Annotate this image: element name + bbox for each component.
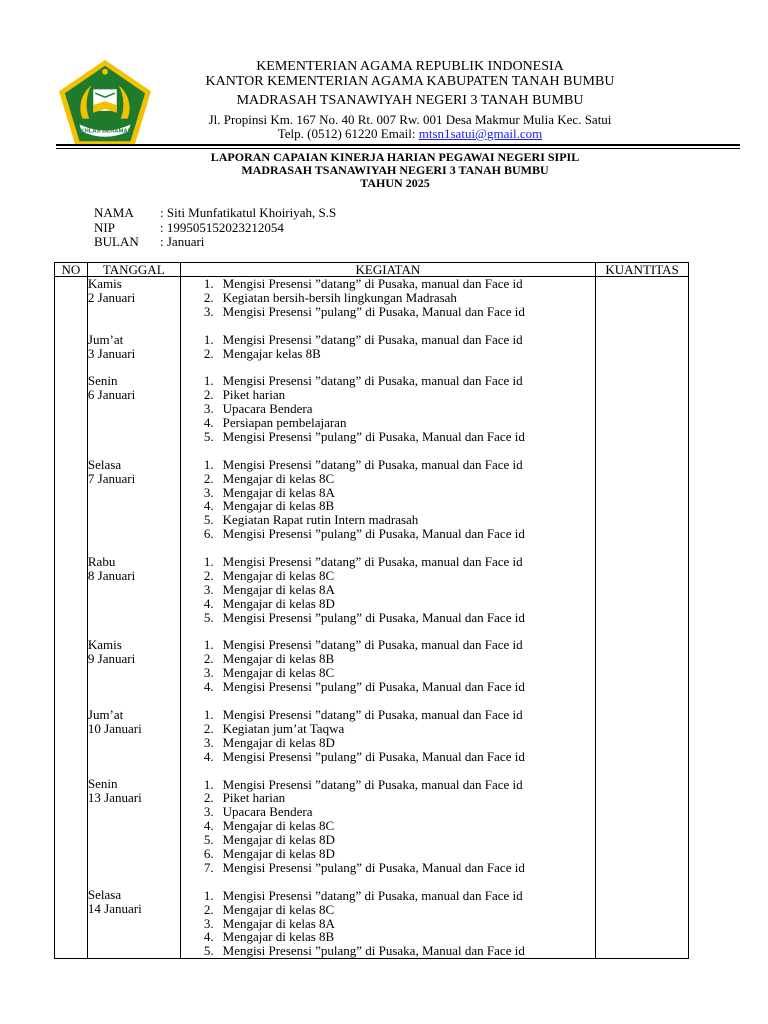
activity-list [181, 889, 596, 959]
list-item-text: Mengajar di kelas 8A [222, 581, 335, 597]
list-item-text: Mengisi Presensi ”datang” di Pusaka, manual dan Face id [222, 637, 523, 653]
list-item-text: Mengisi Presensi ”datang” di Pusaka, manual dan Face id [222, 554, 523, 570]
list-item-text: Mengisi Presensi ”datang” di Pusaka, manual dan Face id [222, 456, 523, 472]
list-item-text: Mengajar di kelas 8C [222, 665, 335, 681]
table-body-row [55, 277, 689, 959]
activity-list [181, 555, 596, 625]
employee-identity [94, 206, 336, 250]
day-entry [88, 374, 180, 443]
list-item [181, 597, 596, 611]
day-date: 7 Januari [87, 470, 136, 486]
list-item [181, 708, 596, 722]
day-entry [88, 888, 180, 957]
day-entry [88, 333, 180, 361]
list-item-text: Kegiatan bersih-bersih lingkungan Madrasah [222, 289, 457, 305]
list-item [181, 903, 596, 917]
day-name: Kamis [87, 637, 122, 653]
list-item-number: 2. [203, 901, 214, 917]
report-title-line2: MADRASAH TSANAWIYAH NEGERI 3 TANAH BUMBU [241, 163, 549, 177]
list-item-number: 1. [203, 276, 214, 291]
list-item-number: 1. [203, 637, 214, 653]
bulan-label: BULAN [94, 234, 139, 249]
day-entry [88, 277, 180, 319]
list-item-text: Mengajar di kelas 8B [222, 651, 335, 667]
list-item [181, 805, 596, 819]
list-item-number: 5. [203, 512, 214, 528]
report-title [100, 151, 690, 190]
day-date: 6 Januari [87, 387, 136, 403]
day-date: 13 Januari [87, 790, 142, 806]
day-name: Senin [87, 776, 118, 792]
list-item-number: 1. [203, 887, 214, 903]
list-item-text: Mengisi Presensi ”datang” di Pusaka, manual dan Face id [222, 276, 523, 291]
list-item-number: 4. [203, 748, 214, 764]
list-item-text: Mengajar di kelas 8D [222, 734, 335, 750]
email-link[interactable]: mtsn1satui@gmail.com [418, 126, 543, 141]
list-item [181, 944, 596, 958]
list-item-number: 2. [203, 720, 214, 736]
list-item [181, 388, 596, 402]
list-item-number: 1. [203, 456, 214, 472]
list-item-text: Upacara Bendera [222, 804, 313, 820]
list-item-number: 2. [203, 289, 214, 305]
list-item-text: Mengajar kelas 8B [222, 345, 321, 361]
list-item-number: 3. [203, 734, 214, 750]
list-item-number: 1. [203, 331, 214, 347]
list-item [181, 333, 596, 347]
list-item [181, 458, 596, 472]
identity-row-bulan [94, 235, 336, 250]
list-item-number: 4. [203, 679, 214, 695]
day-date: 2 Januari [87, 289, 136, 305]
list-item-number: 4. [203, 929, 214, 945]
list-item-text: Mengajar di kelas 8C [222, 567, 335, 583]
list-item-number: 7. [203, 859, 214, 875]
bulan-value: : Januari [160, 234, 205, 249]
list-item [181, 416, 596, 430]
list-item-text: Mengisi Presensi ”pulang” di Pusaka, Manual dan Face id [222, 609, 525, 625]
list-item-number: 3. [203, 303, 214, 319]
list-item-number: 3. [203, 401, 214, 417]
list-item-text: Mengisi Presensi ”pulang” di Pusaka, Manual dan Face id [222, 859, 525, 875]
header-tanggal: TANGGAL [87, 263, 180, 277]
list-item [181, 402, 596, 416]
nip-value: : 199505152023212054 [160, 219, 284, 235]
list-item-text: Mengisi Presensi ”pulang” di Pusaka, Manual dan Face id [222, 428, 525, 444]
list-item-number: 5. [203, 943, 214, 959]
activity-list [181, 277, 596, 319]
list-item-text: Upacara Bendera [222, 401, 313, 417]
day-date: 14 Januari [87, 901, 142, 917]
list-item [181, 513, 596, 527]
list-item-text: Mengisi Presensi ”pulang” di Pusaka, Manual dan Face id [222, 943, 525, 959]
list-item-text: Mengajar di kelas 8D [222, 595, 335, 611]
day-name: Senin [87, 373, 118, 389]
kuantitas-column [596, 277, 689, 959]
school-address: Jl. Propinsi Km. 167 No. 40 Rt. 007 Rw. 001 Desa Makmur Mulia Kec. Satui [208, 112, 612, 127]
list-item-number: 6. [203, 846, 214, 862]
list-item-text: Kegiatan jum’at Taqwa [222, 720, 345, 736]
list-item [181, 611, 596, 625]
list-item-text: Kegiatan Rapat rutin Intern madrasah [222, 512, 419, 528]
list-item [181, 847, 596, 861]
list-item [181, 666, 596, 680]
list-item [181, 347, 596, 361]
list-item [181, 499, 596, 513]
list-item-text: Mengajar di kelas 8C [222, 818, 335, 834]
list-item-text: Mengisi Presensi ”pulang” di Pusaka, Manual dan Face id [222, 748, 525, 764]
day-name: Selasa [87, 456, 122, 472]
report-title-line1: LAPORAN CAPAIAN KINERJA HARIAN PEGAWAI NEGERI SIPIL [210, 150, 580, 164]
report-title-line3: TAHUN 2025 [360, 176, 430, 190]
list-item-number: 5. [203, 832, 214, 848]
list-item-number: 1. [203, 707, 214, 722]
day-name: Rabu [87, 553, 116, 569]
no-column [55, 277, 88, 959]
table-header-row [55, 263, 689, 277]
nama-value: : Siti Munfatikatul Khoiriyah, S.S [160, 205, 337, 220]
day-entry [88, 458, 180, 541]
list-item-text: Mengisi Presensi ”datang” di Pusaka, manual dan Face id [222, 887, 523, 903]
list-item-text: Mengisi Presensi ”datang” di Pusaka, manual dan Face id [222, 707, 523, 722]
list-item-text: Mengajar di kelas 8B [222, 498, 335, 514]
list-item [181, 722, 596, 736]
list-item-number: 3. [203, 804, 214, 820]
list-item [181, 555, 596, 569]
list-item-number: 1. [203, 776, 214, 792]
nip-label: NIP [94, 219, 115, 235]
list-item [181, 291, 596, 305]
list-item [181, 791, 596, 805]
list-item [181, 680, 596, 694]
letterhead [160, 59, 660, 141]
letterhead-rule-thin [56, 148, 740, 149]
list-item-number: 2. [203, 790, 214, 806]
list-item [181, 374, 596, 388]
list-item [181, 569, 596, 583]
list-item-text: Mengajar di kelas 8D [222, 846, 335, 862]
activity-list [181, 708, 596, 764]
header-kuantitas: KUANTITAS [596, 263, 689, 277]
list-item-text: Mengajar di kelas 8A [222, 484, 335, 500]
day-name: Selasa [87, 887, 122, 903]
kemenag-logo [56, 58, 154, 150]
activity-list [181, 638, 596, 694]
list-item-text: Persiapan pembelajaran [222, 415, 347, 431]
list-item-number: 3. [203, 484, 214, 500]
list-item [181, 819, 596, 833]
list-item-text: Mengajar di kelas 8A [222, 915, 335, 931]
day-name: Jum’at [87, 706, 124, 722]
list-item [181, 583, 596, 597]
list-item [181, 736, 596, 750]
list-item-text: Mengisi Presensi ”pulang” di Pusaka, Manual dan Face id [222, 679, 525, 695]
list-item-text: Mengajar di kelas 8B [222, 929, 335, 945]
list-item-number: 3. [203, 915, 214, 931]
list-item-number: 1. [203, 554, 214, 570]
list-item-number: 4. [203, 498, 214, 514]
day-name: Jum’at [87, 331, 124, 347]
list-item [181, 833, 596, 847]
telp-text: Telp. (0512) 61220 Email: [277, 126, 419, 141]
list-item [181, 486, 596, 500]
list-item [181, 652, 596, 666]
day-date: 8 Januari [87, 567, 136, 583]
list-item-number: 3. [203, 581, 214, 597]
list-item [181, 527, 596, 541]
list-item-text: Mengisi Presensi ”pulang” di Pusaka, Manual dan Face id [222, 303, 525, 319]
kegiatan-column [180, 277, 596, 959]
list-item-text: Mengajar di kelas 8C [222, 901, 335, 917]
activity-list [181, 333, 596, 361]
list-item-number: 2. [203, 345, 214, 361]
list-item [181, 750, 596, 764]
office-name: KANTOR KEMENTERIAN AGAMA KABUPATEN TANAH BUMBU [205, 74, 615, 89]
list-item [181, 638, 596, 652]
list-item [181, 861, 596, 875]
school-contact [160, 127, 660, 141]
list-item-text: Piket harian [222, 790, 286, 806]
list-item-number: 2. [203, 387, 214, 403]
tanggal-column [87, 277, 180, 959]
list-item-text: Mengajar di kelas 8D [222, 832, 335, 848]
identity-row-nip [94, 221, 336, 236]
day-date: 10 Januari [87, 720, 142, 736]
list-item-text: Mengisi Presensi ”datang” di Pusaka, manual dan Face id [222, 331, 523, 347]
list-item [181, 472, 596, 486]
day-entry [88, 708, 180, 764]
list-item [181, 430, 596, 444]
list-item-number: 4. [203, 415, 214, 431]
activity-list [181, 374, 596, 444]
day-date: 3 Januari [87, 345, 136, 361]
activity-list [181, 458, 596, 541]
letterhead-rule-thick [56, 144, 740, 146]
list-item-text: Mengajar di kelas 8C [222, 470, 335, 486]
list-item-text: Mengisi Presensi ”datang” di Pusaka, manual dan Face id [222, 373, 523, 389]
activity-list [181, 778, 596, 875]
list-item-text: Piket harian [222, 387, 286, 403]
list-item [181, 930, 596, 944]
list-item-number: 4. [203, 595, 214, 611]
header-no: NO [55, 263, 88, 277]
list-item-number: 5. [203, 609, 214, 625]
logo-motto: IKHLAS BERAMAL [78, 128, 132, 135]
day-entry [88, 638, 180, 694]
school-name: MADRASAH TSANAWIYAH NEGERI 3 TANAH BUMBU [236, 93, 584, 108]
nama-label: NAMA [94, 205, 134, 220]
list-item-number: 1. [203, 373, 214, 389]
list-item-number: 6. [203, 526, 214, 542]
list-item [181, 917, 596, 931]
day-date: 9 Januari [87, 651, 136, 667]
list-item-number: 2. [203, 567, 214, 583]
list-item-number: 5. [203, 428, 214, 444]
activity-table [54, 262, 689, 959]
day-name: Kamis [87, 276, 122, 291]
list-item-number: 3. [203, 665, 214, 681]
list-item-number: 4. [203, 818, 214, 834]
list-item-text: Mengisi Presensi ”datang” di Pusaka, manual dan Face id [222, 776, 523, 792]
ministry-name: KEMENTERIAN AGAMA REPUBLIK INDONESIA [256, 59, 564, 74]
day-entry [88, 777, 180, 874]
list-item [181, 889, 596, 903]
day-entry [88, 555, 180, 624]
list-item [181, 778, 596, 792]
list-item-number: 2. [203, 470, 214, 486]
list-item-number: 2. [203, 651, 214, 667]
header-kegiatan: KEGIATAN [180, 263, 596, 277]
list-item-text: Mengisi Presensi ”pulang” di Pusaka, Manual dan Face id [222, 526, 525, 542]
list-item [181, 277, 596, 291]
identity-row-nama [94, 206, 336, 221]
list-item [181, 305, 596, 319]
